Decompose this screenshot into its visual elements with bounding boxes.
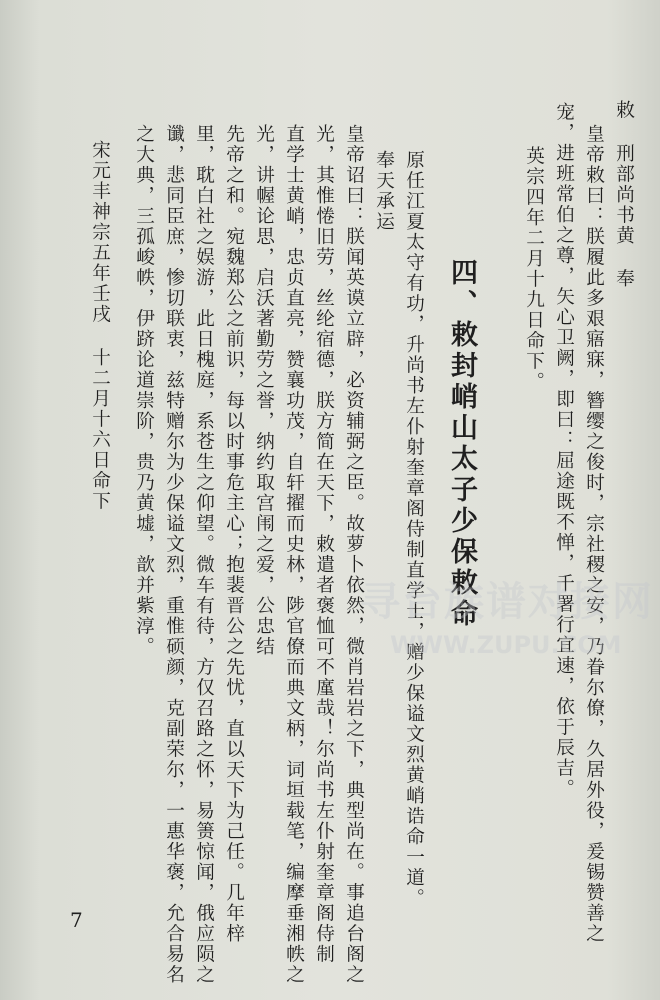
text-column-1: 敕 刑部尚书黄 奉	[613, 100, 635, 290]
section-title: 四、敕封峭山太子少保敕命	[446, 258, 477, 630]
text-column-13: 里，耽白社之娱游，此日槐庭，系苍生之仰望。微车有待，方仅召路之怀，易箦惊闻，俄应陨之	[193, 124, 215, 985]
text-column-8: 皇帝诏曰：朕闻英谟立辟，必资辅弼之臣。故萝卜依然，微肖岩岩之下，典型尚在。事追台阁之	[343, 124, 365, 985]
text-column-7: 奉天承运	[373, 150, 395, 232]
text-column-10: 直学士黄峭，忠贞直亮，赞襄功茂，自轩擢而史林，陟官僚而典文柄，词垣载笔，编摩垂湘帙之	[283, 124, 305, 985]
text-column-2: 皇帝敕曰：朕履此多艰寤寐，簪缨之俊时，宗社稷之安，乃眷尔僚，久居外役，爰锡赞善之	[583, 124, 605, 944]
page-number: 7	[70, 908, 83, 932]
text-column-3: 宠，进班常伯之尊，矢心卫阙，即曰：屈途既不惮，千署行宜速，依于辰吉。	[553, 102, 575, 799]
text-column-6: 原任江夏太守有功，升尚书左仆射奎章阁侍制直学士，赠少保谥文烈黄峭诰命一道。	[403, 150, 425, 909]
text-column-14: 谶，悲同臣庶，惨切联衷，兹特赠尔为少保谥文烈，重惟硕颜，克副荣尔，一惠华褒，允合易名	[163, 124, 185, 985]
text-column-4: 英宗四年二月十九日命下。	[523, 146, 545, 392]
text-column-9: 光，其惟惓旧劳，丝纶宿德，朕方简在天下，敕遣者褒恤可不廑哉！尔尚书左仆射奎章阁侍制	[313, 124, 335, 965]
text-column-15: 之大典，三孤峻帙，伊跻论道崇阶，贵乃黄墟，歆并紫淳。	[133, 124, 155, 657]
text-column-11: 光，讲幄论思，启沃著勤劳之誉，纳约取宫闱之爱，公忠结	[253, 124, 275, 657]
watermark-url: WWW.ZUPU.COM	[390, 631, 622, 659]
text-column-12: 先帝之和。宛魏郑公之前识，每以时事危主心；抱裴晋公之先忧，直以天下为己任。几年梓	[223, 124, 245, 944]
watermark-chinese: 寻台族谱对接网	[360, 579, 654, 625]
text-column-16: 宋元丰神宗五年壬戌 十二月十六日命下	[89, 140, 111, 512]
